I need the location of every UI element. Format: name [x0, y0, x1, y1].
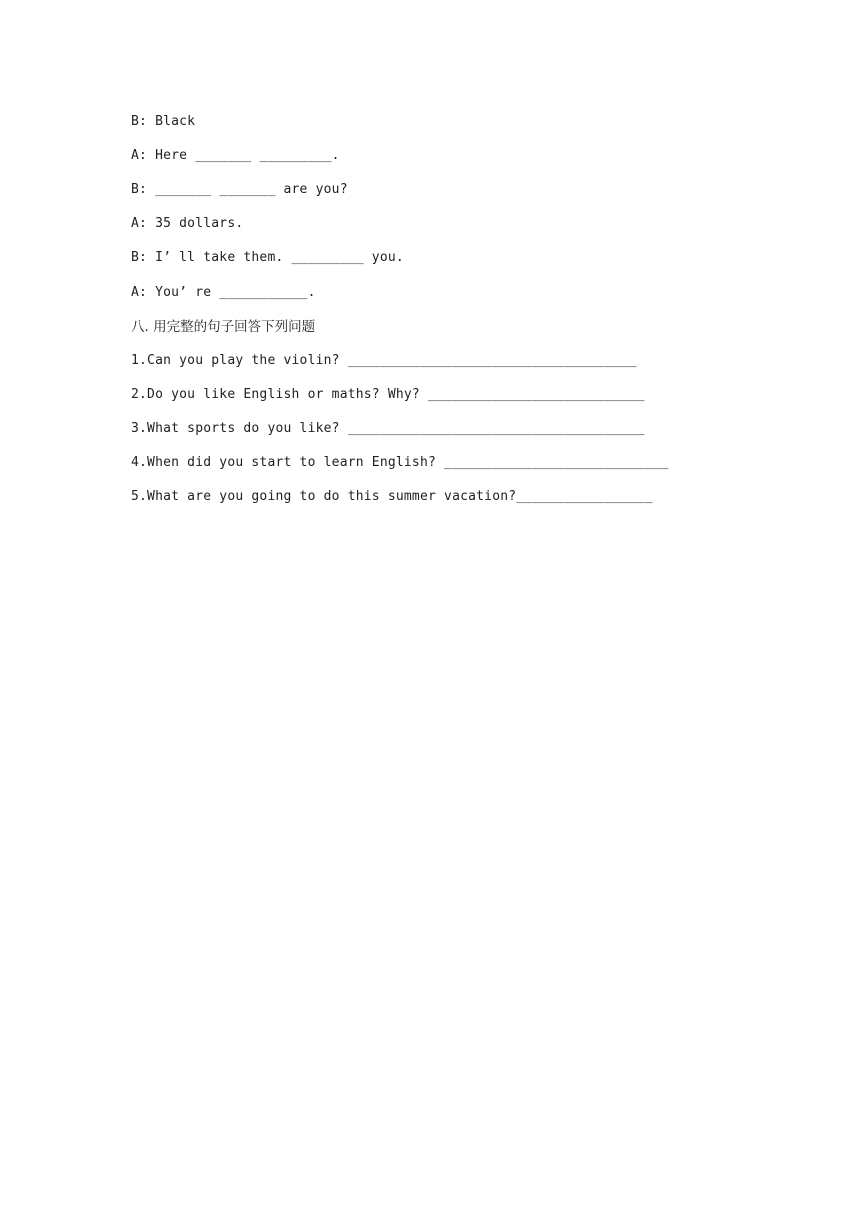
question-3: 3.What sports do you like? _____________________________________ [131, 421, 645, 436]
dialogue-line-5: B: I’ ll take them. _________ you. [131, 250, 404, 265]
dialogue-line-1: B: Black [131, 114, 196, 129]
dialogue-line-3: B: _______ _______ are you? [131, 182, 348, 197]
dialogue-line-4: A: 35 dollars. [131, 216, 244, 231]
question-1: 1.Can you play the violin? ____________________________________ [131, 353, 637, 368]
dialogue-line-6: A: You’ re ___________. [131, 285, 316, 300]
dialogue-line-2: A: Here _______ _________. [131, 148, 340, 163]
section-heading: 八. 用完整的句子回答下列问题 [131, 319, 316, 335]
question-4: 4.When did you start to learn English? ____________________________ [131, 455, 669, 470]
question-5: 5.What are you going to do this summer vacation?_________________ [131, 489, 653, 504]
question-2: 2.Do you like English or maths? Why? ___________________________ [131, 387, 645, 402]
